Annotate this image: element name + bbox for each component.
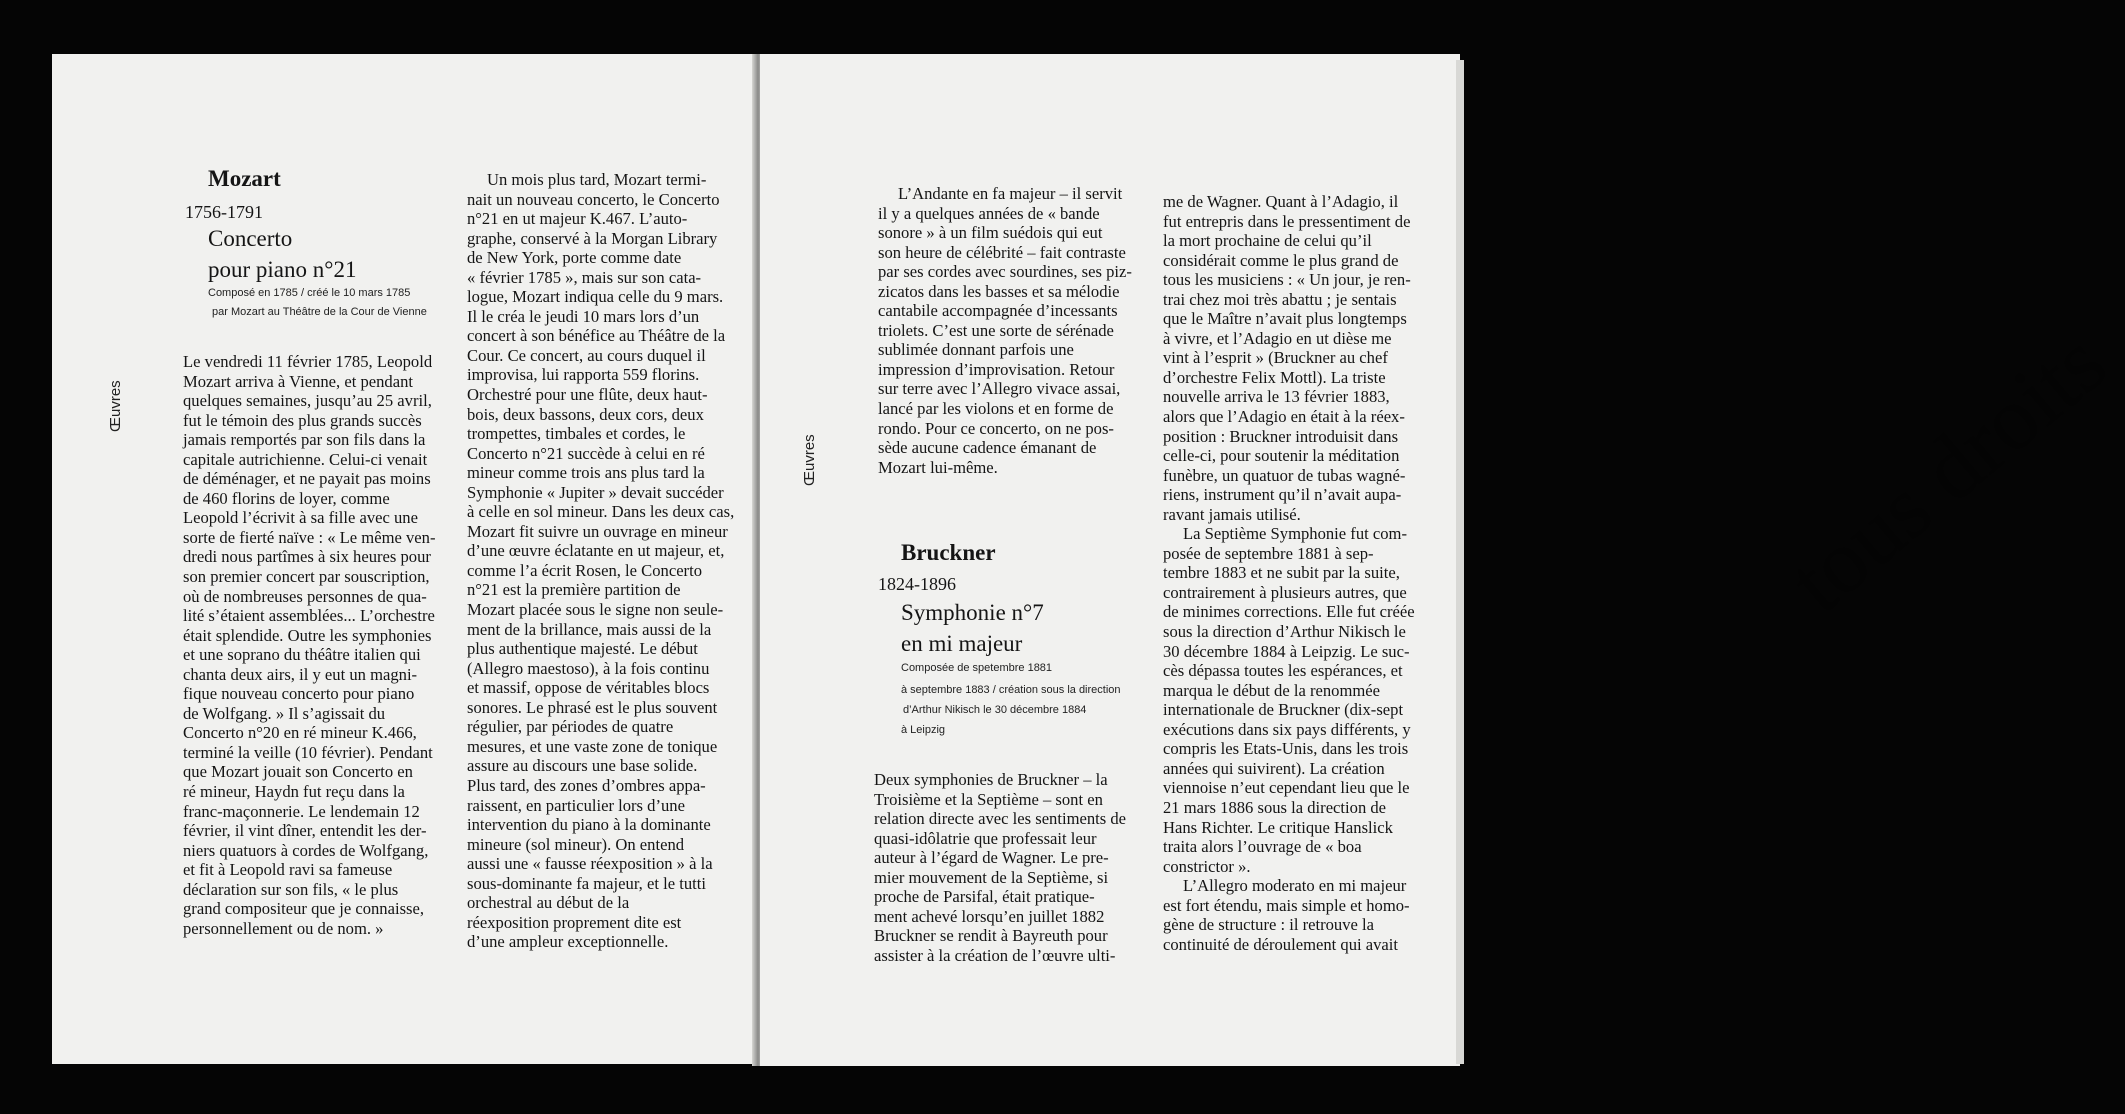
text-line: assure au discours une base solide. [467, 756, 698, 776]
section-label: Œuvres [801, 434, 818, 486]
text-line: zicatos dans les basses et sa mélodie [878, 281, 1120, 301]
text-line: Mozart arriva à Vienne, et pendant [183, 371, 413, 391]
text-line: La Septième Symphonie fut com- [1183, 524, 1407, 544]
text-line: que le Maître n’avait plus longtemps [1163, 309, 1407, 329]
text-line: celle-ci, pour soutenir la méditation [1163, 446, 1400, 466]
text-line: d’une ampleur exceptionnelle. [467, 932, 669, 952]
text-line: Symphonie « Jupiter » devait succéder [467, 482, 724, 502]
text-line: et massif, oppose de véritables blocs [467, 678, 710, 698]
text-line: mineur comme trois ans plus tard la [467, 463, 705, 483]
text-line: son premier concert par souscription, [183, 567, 430, 587]
text-line: d’une œuvre éclatante en ut majeur, et, [467, 541, 725, 561]
text-line: raissent, en particulier lors d’une [467, 795, 685, 815]
work-note-line-2: à septembre 1883 / création sous la direction [901, 684, 1121, 696]
text-line: proche de Parsifal, était pratique- [874, 887, 1095, 907]
work-note-line-1: Composé en 1785 / créé le 10 mars 1785 [208, 287, 411, 299]
text-line: Plus tard, des zones d’ombres appa- [467, 775, 706, 795]
work-title-line-2: en mi majeur [901, 631, 1023, 656]
text-line: rondo. Pour ce concerto, on ne pos- [878, 418, 1114, 438]
text-line: (Allegro maestoso), à la fois continu [467, 658, 710, 678]
text-line: Le vendredi 11 février 1785, Leopold [183, 352, 433, 371]
text-line: d’orchestre Felix Mottl). La triste [1163, 367, 1386, 387]
text-line: par ses cordes avec sourdines, ses piz- [878, 262, 1132, 282]
text-line: improvisa, lui rapporta 559 florins. [467, 365, 700, 385]
text-line: triolets. C’est une sorte de sérénade [878, 320, 1114, 340]
work-title-line-1: Symphonie n°7 [901, 600, 1044, 625]
text-line: n°21 est la première partition de [467, 580, 681, 600]
text-line: chanta deux airs, il y eut un magni- [183, 664, 418, 684]
text-line: plus authentique majesté. Le début [467, 639, 698, 659]
text-line: Cour. Ce concert, au cours duquel il [467, 345, 706, 365]
text-line: sonore » à un film suédois qui eut [878, 223, 1103, 243]
text-line: exécutions dans six pays différents, y [1163, 719, 1411, 739]
text-line: à celle en sol mineur. Dans les deux cas, [467, 502, 735, 522]
text-line: alors que l’Adagio en était à la réex- [1163, 407, 1405, 427]
text-line: riens, instrument qu’il n’avait aupa- [1163, 485, 1402, 505]
text-line: internationale de Bruckner (dix-sept [1163, 700, 1404, 720]
text-line: sous-dominante fa majeur, et le tutti [467, 873, 706, 893]
text-line: sous la direction d’Arthur Nikisch le [1163, 622, 1406, 642]
text-line: gène de structure : il retrouve la [1163, 915, 1375, 935]
text-line: Troisième et la Septième – sont en [874, 789, 1103, 809]
text-line: à vivre, et l’Adagio en ut dièse me [1163, 328, 1392, 348]
text-line: quasi-idôlatrie que professait leur [874, 828, 1097, 848]
text-line: jamais remportés par son fils dans la [183, 430, 426, 450]
text-line: 21 mars 1886 sous la direction de [1163, 797, 1387, 817]
text-line: terminé la veille (10 février). Pendant [183, 742, 433, 762]
text-line: il y a quelques années de « bande [878, 203, 1100, 223]
text-line: Deux symphonies de Bruckner – la [874, 770, 1108, 789]
text-line: déclaration sur son fils, « le plus [183, 879, 399, 899]
text-line: bois, deux bassons, deux cors, deux [467, 404, 704, 424]
text-line: Orchestré pour une flûte, deux haut- [467, 385, 708, 405]
text-line: grand compositeur que je connaisse, [183, 899, 424, 919]
left-page [52, 54, 758, 1064]
text-line: Bruckner se rendit à Bayreuth pour [874, 926, 1108, 946]
text-line: intervention du piano à la dominante [467, 815, 711, 835]
text-column-left-2 [467, 170, 734, 952]
text-line: de 460 florins de loyer, comme [183, 488, 390, 508]
text-line: personnellement ou de nom. » [183, 918, 384, 938]
section-label: Œuvres [107, 380, 124, 432]
text-line: niers quatuors à cordes de Wolfgang, [183, 840, 429, 860]
text-line: et fit à Leopold ravi sa fameuse [183, 860, 393, 880]
text-line: auteur à l’égard de Wagner. Le pre- [874, 848, 1109, 868]
text-line: Concerto n°20 en ré mineur K.466, [183, 723, 417, 743]
text-line: nait un nouveau concerto, le Concerto [467, 189, 720, 209]
text-line: Un mois plus tard, Mozart termi- [487, 170, 707, 189]
text-line: sublimée donnant parfois une [878, 340, 1074, 360]
text-line: sur terre avec l’Allegro vivace assai, [878, 379, 1121, 399]
text-line: mier mouvement de la Septième, si [874, 867, 1109, 887]
composer-dates: 1756-1791 [185, 202, 263, 222]
text-line: sorte de fierté naïve : « Le même ven- [183, 527, 436, 547]
text-line: concert à son bénéfice au Théâtre de la [467, 326, 726, 346]
text-line: Concerto n°21 succède à celui en ré [467, 443, 705, 463]
text-line: cès dépassa toutes les espérances, et [1163, 661, 1403, 681]
text-line: Mozart fit suivre un ouvrage en mineur [467, 521, 728, 541]
text-line: funèbre, un quatuor de tubas wagné- [1163, 465, 1406, 485]
work-note-line-2: par Mozart au Théâtre de la Cour de Vienne [212, 306, 427, 318]
text-line: son heure de célébrité – fait contraste [878, 242, 1126, 262]
text-line: considérait comme le plus grand de [1163, 250, 1399, 270]
composer-name: Mozart [208, 166, 281, 191]
text-line: position : Bruckner introduisit dans [1163, 426, 1399, 446]
text-line: continuité de déroulement qui avait [1163, 934, 1399, 954]
text-line: compris les Etats-Unis, dans les trois [1163, 739, 1409, 759]
text-line: trompettes, timbales et cordes, le [467, 424, 686, 444]
text-line: de New York, porte comme date [467, 248, 682, 268]
text-line: viennoise n’eut cependant lieu que le [1163, 778, 1410, 798]
text-line: était splendide. Outre les symphonies [183, 625, 432, 645]
text-line: comme l’a écrit Rosen, le Concerto [467, 560, 702, 580]
text-line: Leopold l’écrivit à sa fille avec une [183, 508, 418, 528]
text-line: ment achevé lorsqu’en juillet 1882 [874, 906, 1105, 926]
text-line: et une soprano du théâtre italien qui [183, 645, 421, 665]
text-line: dredi nous partîmes à six heures pour [183, 547, 431, 567]
text-line: sonores. Le phrasé est le plus souvent [467, 697, 718, 717]
text-line: aussi une « fausse réexposition » à la [467, 854, 713, 874]
text-line: relation directe avec les sentiments de [874, 809, 1127, 829]
text-line: tembre 1883 et ne subit par la suite, [1163, 563, 1400, 583]
right-page [760, 54, 2125, 1066]
text-line: traita alors l’ouvrage de « boa [1163, 837, 1362, 857]
text-line: que Mozart jouait son Concerto en [183, 762, 413, 782]
text-line: impression d’improvisation. Retour [878, 359, 1115, 379]
text-line: marqua le début de la renommée [1163, 680, 1381, 700]
text-line: fut le témoin des plus grands succès [183, 410, 422, 430]
text-line: mesures, et une vaste zone de tonique [467, 736, 718, 756]
text-line: lancé par les violons et en forme de [878, 399, 1114, 419]
text-line: février, il vint dîner, entendit les der- [183, 821, 427, 841]
text-line: « février 1785 », mais sur son cata- [467, 267, 702, 287]
text-line: assister à la création de l’œuvre ulti- [874, 945, 1116, 965]
text-line: fique nouveau concerto pour piano [183, 684, 415, 704]
text-column-right-1-bottom [874, 770, 1126, 965]
text-line: années qui suivirent). La création [1163, 758, 1385, 778]
text-line: contrairement à plusieurs autres, que [1163, 582, 1407, 602]
watermark: tous droits [1771, 312, 2125, 632]
text-line: de minimes corrections. Elle fut créée [1163, 602, 1415, 622]
text-line: mineure (sol mineur). On entend [467, 834, 685, 854]
text-line: est fort étendu, mais simple et homo- [1163, 895, 1410, 915]
text-line: sède aucune cadence émanant de [878, 438, 1097, 458]
text-line: lité s’étaient assemblées... L’orchestre [183, 606, 435, 626]
text-line: ravant jamais utilisé. [1163, 504, 1301, 524]
page-edge [1456, 60, 1464, 1064]
work-note-line-1: Composée de spetembre 1881 [901, 662, 1053, 674]
work-note-line-4: à Leipzig [901, 724, 946, 736]
text-line: réexposition proprement dite est [467, 912, 682, 932]
text-line: L’Allegro moderato en mi majeur [1183, 876, 1407, 896]
text-line: Hans Richter. Le critique Hanslick [1163, 817, 1393, 837]
work-note-line-3: d’Arthur Nikisch le 30 décembre 1884 [903, 704, 1087, 716]
text-line: tous les musiciens : « Un jour, je ren- [1163, 270, 1411, 290]
text-line: constrictor ». [1163, 856, 1251, 876]
text-line: franc-maçonnerie. Le lendemain 12 [183, 801, 420, 821]
text-line: Il le créa le jeudi 10 mars lors d’un [467, 306, 700, 326]
text-line: logue, Mozart indiqua celle du 9 mars. [467, 287, 724, 307]
text-line: Mozart lui-même. [878, 457, 998, 477]
work-title-line-1: Concerto [208, 226, 293, 251]
text-line: de déménager, et ne payait pas moins [183, 469, 431, 489]
work-title-line-2: pour piano n°21 [208, 257, 357, 282]
text-line: n°21 en ut majeur K.467. L’auto- [467, 209, 688, 229]
text-column-right-2 [1163, 192, 1415, 954]
text-line: L’Andante en fa majeur – il servit [898, 184, 1123, 203]
text-line: quelques semaines, jusqu’au 25 avril, [183, 391, 432, 411]
text-column-left-1 [183, 352, 435, 938]
text-line: de Wolfgang. » Il s’agissait du [183, 703, 386, 723]
text-line: ment de la brillance, mais aussi de la [467, 619, 712, 639]
text-line: nouvelle arriva le 13 février 1883, [1163, 387, 1390, 407]
text-line: capitale autrichienne. Celui-ci venait [183, 449, 428, 469]
composer-name: Bruckner [901, 540, 996, 565]
text-line: fut entrepris dans le pressentiment de [1163, 211, 1411, 231]
text-line: la mort prochaine de celui qu’il [1163, 231, 1372, 251]
text-line: trai chez moi très abattu ; je sentais [1163, 289, 1397, 309]
text-line: Mozart placée sous le signe non seule- [467, 600, 724, 620]
text-line: graphe, conservé à la Morgan Library [467, 228, 718, 248]
text-line: vint à l’esprit » (Bruckner au chef [1163, 348, 1388, 368]
text-line: 30 décembre 1884 à Leipzig. Le suc- [1163, 641, 1410, 661]
text-line: orchestral au début de la [467, 893, 630, 913]
composer-dates: 1824-1896 [878, 574, 956, 594]
text-line: me de Wagner. Quant à l’Adagio, il [1163, 192, 1399, 211]
text-line: ré mineur, Haydn fut reçu dans la [183, 782, 405, 802]
text-line: où de nombreuses personnes de qua- [183, 586, 427, 606]
text-line: régulier, par périodes de quatre [467, 717, 674, 737]
text-column-right-1-top [878, 184, 1132, 477]
text-line: cantabile accompagnée d’incessants [878, 301, 1118, 321]
text-line: posée de septembre 1881 à sep- [1163, 543, 1374, 563]
